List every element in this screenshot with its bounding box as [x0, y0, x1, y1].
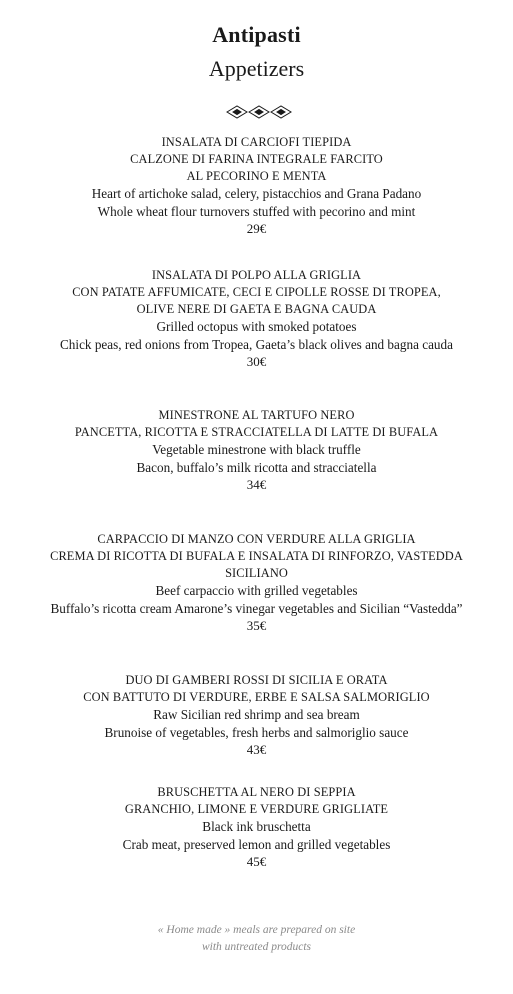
dish-italian-name: CON PATATE AFFUMICATE, CECI E CIPOLLE ROSSE DI TROPEA, [72, 285, 441, 299]
dish-english-description: Whole wheat flour turnovers stuffed with pecorino and mint [97, 203, 416, 219]
dish-italian-name: AL PECORINO E MENTA [186, 169, 327, 183]
menu-item [0, 531, 513, 634]
footer-note-line: with untreated products [201, 941, 312, 953]
dish-english-description: Buffalo’s ricotta cream Amarone’s vinegar vegetables and Sicilian “Vastedda” [50, 600, 463, 616]
page-subtitle: Appetizers [208, 56, 305, 81]
dish-italian-name: OLIVE NERE DI GAETA E BAGNA CAUDA [136, 302, 377, 316]
menu-item [0, 784, 513, 870]
dish-italian-name: DUO DI GAMBERI ROSSI DI SICILIA E ORATA [125, 673, 388, 687]
footer-note [0, 922, 513, 956]
dish-price: 30€ [246, 354, 267, 369]
dish-english-description: Grilled octopus with smoked potatoes [156, 319, 357, 334]
dish-italian-name: CARPACCIO DI MANZO CON VERDURE ALLA GRIGLIA [97, 532, 416, 546]
dish-italian-name: MINESTRONE AL TARTUFO NERO [158, 408, 355, 422]
dish-english-description: Brunoise of vegetables, fresh herbs and salmoriglio sauce [104, 724, 409, 740]
dish-price: 35€ [246, 618, 267, 633]
dish-italian-name: BRUSCHETTA AL NERO DI SEPPIA [157, 785, 356, 799]
dish-english-description: Vegetable minestrone with black truffle [152, 442, 361, 457]
menu-item [0, 672, 513, 758]
dish-italian-name: CON BATTUTO DI VERDURE, ERBE E SALSA SALMORIGLIO [83, 690, 430, 704]
menu-item [0, 407, 513, 493]
dish-price: 29€ [246, 221, 267, 236]
dish-italian-name: GRANCHIO, LIMONE E VERDURE GRIGLIATE [124, 802, 389, 816]
dish-italian-name: CREMA DI RICOTTA DI BUFALA E INSALATA DI RINFORZO, VASTEDDA [50, 549, 463, 563]
dish-italian-name: PANCETTA, RICOTTA E STRACCIATELLA DI LATTE DI BUFALA [74, 425, 439, 439]
page-title: Antipasti [212, 22, 301, 47]
dish-price: 43€ [246, 742, 267, 757]
dish-english-description: Heart of artichoke salad, celery, pistacchios and Grana Padano [91, 186, 422, 201]
dish-price: 45€ [246, 854, 267, 869]
dish-italian-name: SICILIANO [225, 566, 288, 580]
dish-english-description: Bacon, buffalo’s milk ricotta and stracciatella [136, 459, 377, 475]
menu-item [0, 134, 513, 237]
dish-italian-name: INSALATA DI POLPO ALLA GRIGLIA [151, 268, 362, 282]
diamond-ornament-icon [226, 104, 292, 120]
dish-english-description: Raw Sicilian red shrimp and sea bream [153, 707, 360, 722]
dish-italian-name: CALZONE DI FARINA INTEGRALE FARCITO [130, 152, 383, 166]
dish-italian-name: INSALATA DI CARCIOFI TIEPIDA [161, 135, 352, 149]
dish-english-description: Chick peas, red onions from Tropea, Gaeta’s black olives and bagna cauda [60, 336, 453, 352]
dish-english-description: Black ink bruschetta [202, 819, 311, 834]
footer-note-line: « Home made » meals are prepared on site [157, 924, 356, 936]
dish-english-description: Beef carpaccio with grilled vegetables [155, 583, 358, 598]
dish-price: 34€ [246, 477, 267, 492]
menu-item [0, 267, 513, 370]
dish-english-description: Crab meat, preserved lemon and grilled vegetables [122, 836, 391, 852]
